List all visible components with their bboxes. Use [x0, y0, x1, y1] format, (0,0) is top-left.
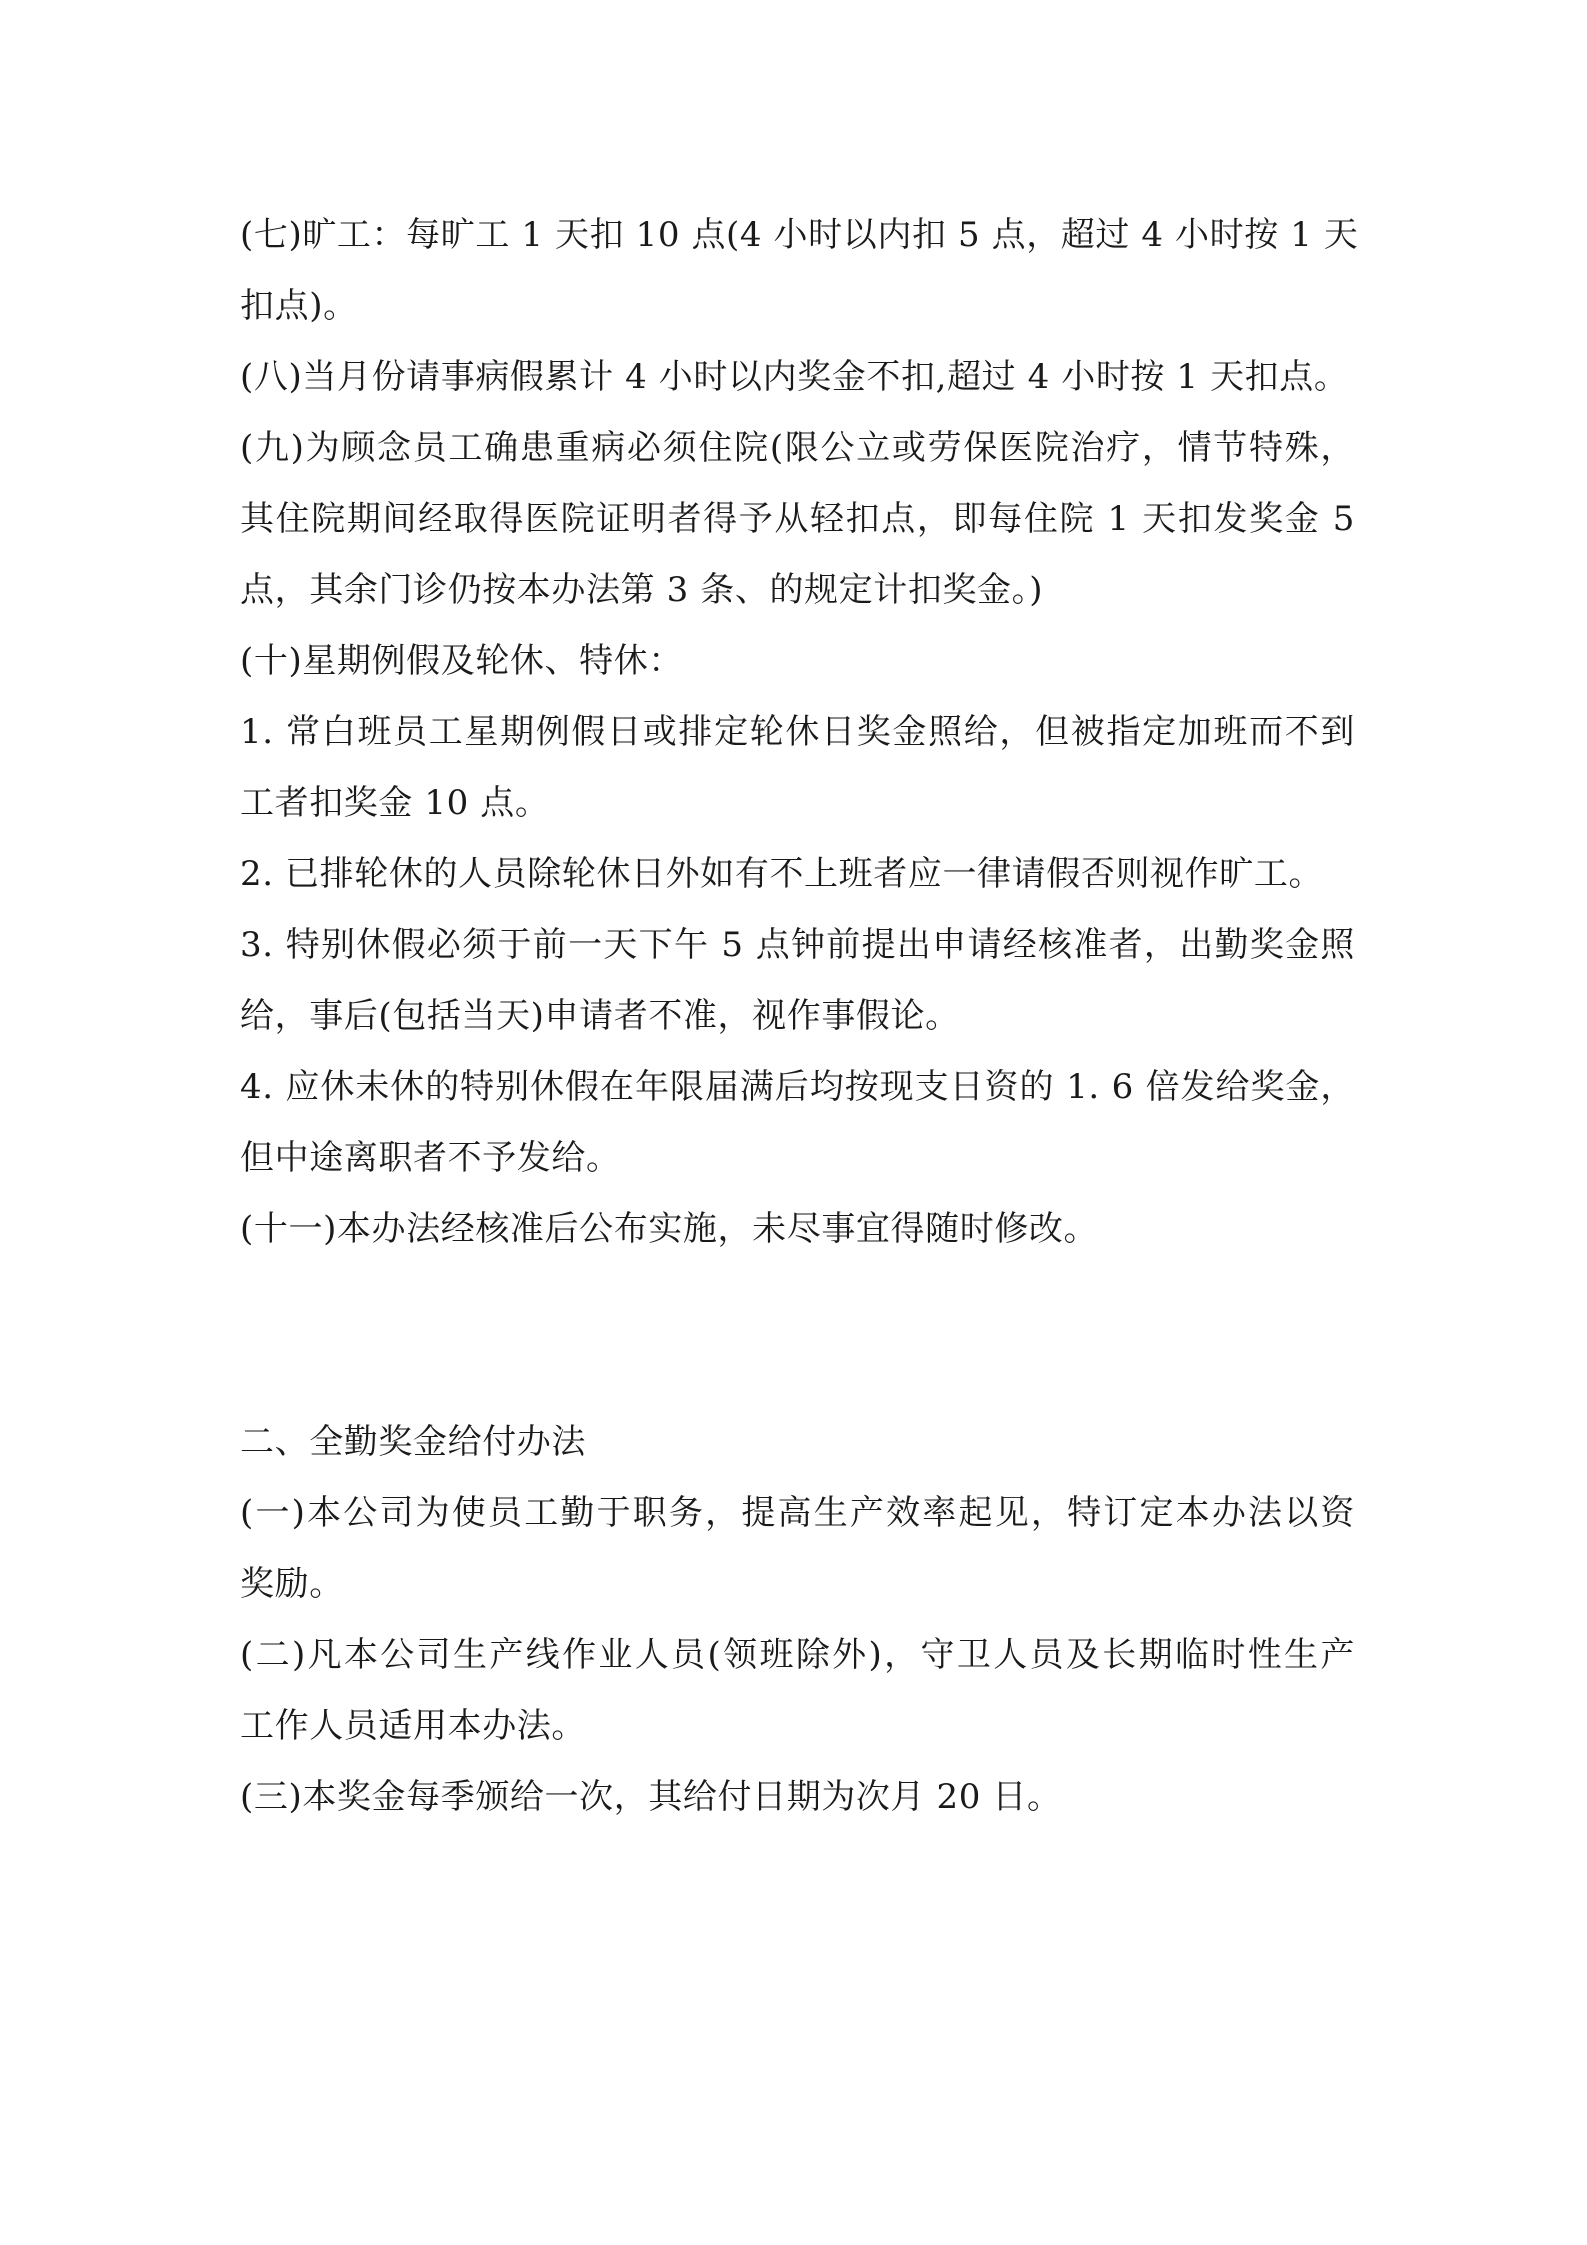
text-line: 4. 应休未休的特别休假在年限届满后均按现支日资的 1. 6 倍发给奖金， [240, 1067, 1355, 1107]
subitem-3 [240, 910, 1355, 1052]
text-line: 其住院期间经取得医院证明者得予从轻扣点，即每住院 1 天扣发奖金 5 [240, 499, 1355, 539]
paragraph-item-8 [240, 342, 1355, 413]
paragraph-item-7 [240, 200, 1359, 342]
text-line: (一)本公司为使员工勤于职务，提高生产效率起见，特订定本办法以资 [240, 1493, 1355, 1533]
text-line: 但中途离职者不予发给。 [240, 1138, 621, 1178]
subitem-4 [240, 1052, 1355, 1194]
section2-item-3 [240, 1762, 1355, 1833]
text-line: (二)凡本公司生产线作业人员(领班除外)，守卫人员及长期临时性生产 [240, 1635, 1355, 1675]
text-line: 二、全勤奖金给付办法 [240, 1422, 586, 1462]
text-line: (十一)本办法经核准后公布实施，未尽事宜得随时修改。 [240, 1209, 1099, 1249]
text-line: 2. 已排轮休的人员除轮休日外如有不上班者应一律请假否则视作旷工。 [240, 854, 1324, 894]
text-line: 工作人员适用本办法。 [240, 1706, 586, 1746]
paragraph-item-9 [240, 413, 1355, 626]
section-heading [240, 1407, 1355, 1478]
paragraph-item-10 [240, 626, 1355, 697]
subitem-2 [240, 839, 1355, 910]
text-line: 3. 特别休假必须于前一天下午 5 点钟前提出申请经核准者，出勤奖金照 [240, 925, 1355, 965]
text-line: (七)旷工：每旷工 1 天扣 10 点(4 小时以内扣 5 点，超过 4 小时按 1 天 [240, 215, 1359, 255]
text-line: 1. 常白班员工星期例假日或排定轮休日奖金照给，但被指定加班而不到 [240, 712, 1355, 752]
subitem-1 [240, 697, 1355, 839]
text-line: 奖励。 [240, 1564, 344, 1604]
text-line: (三)本奖金每季颁给一次，其给付日期为次月 20 日。 [240, 1777, 1062, 1817]
text-line: 扣点)。 [240, 286, 358, 326]
paragraph-item-11 [240, 1194, 1355, 1265]
section2-item-2 [240, 1620, 1355, 1762]
text-line: (九)为顾念员工确患重病必须住院(限公立或劳保医院治疗，情节特殊， [240, 428, 1355, 468]
section-spacer [240, 1265, 1355, 1407]
text-line: 工者扣奖金 10 点。 [240, 783, 550, 823]
section2-item-1 [240, 1478, 1355, 1620]
text-line: (十)星期例假及轮休、特休： [240, 641, 683, 681]
text-line: (八)当月份请事病假累计 4 小时以内奖金不扣,超过 4 小时按 1 天扣点。 [240, 357, 1349, 397]
document-body [240, 200, 1359, 1833]
text-line: 点，其余门诊仍按本办法第 3 条、的规定计扣奖金。) [240, 570, 1044, 610]
text-line: 给，事后(包括当天)申请者不准，视作事假论。 [240, 996, 960, 1036]
